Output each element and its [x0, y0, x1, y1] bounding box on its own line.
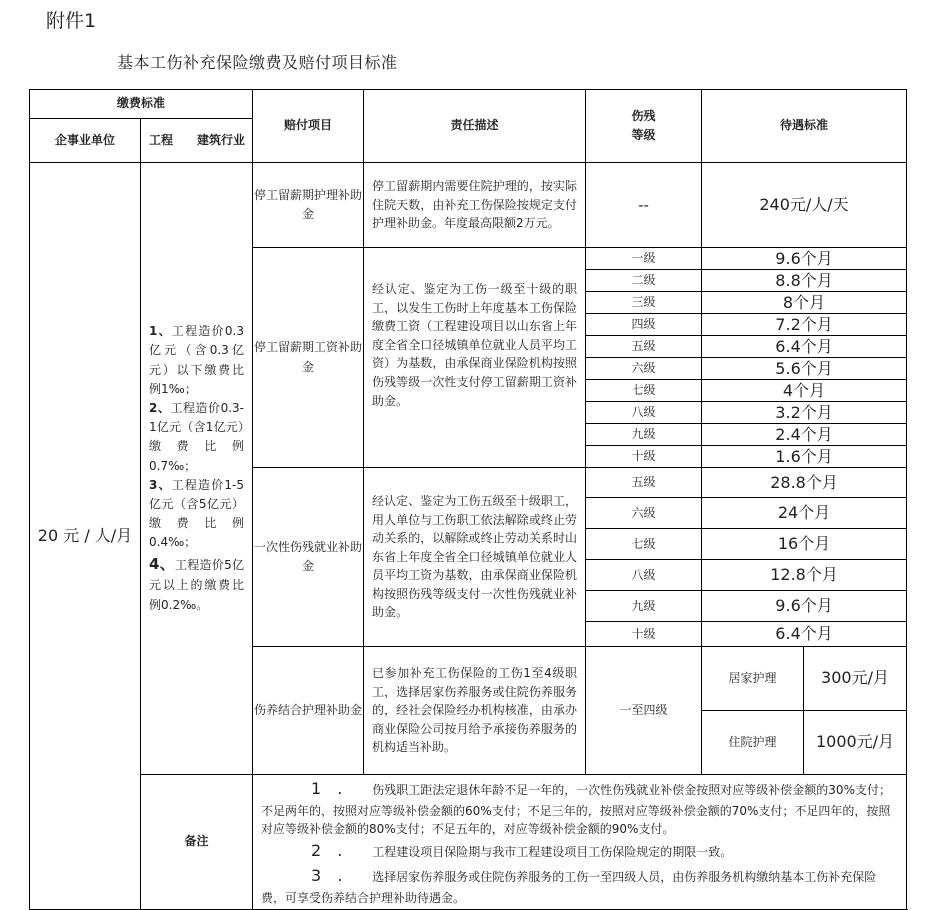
wage-benefit: 6.4个月	[702, 336, 907, 358]
benefit-header: 待遇标准	[702, 90, 907, 163]
grade-nursing: --	[586, 163, 702, 248]
grade-care: 一至四级	[586, 647, 702, 775]
rate-4: 4、工程造价5亿元以上的缴费比例0.2‰。	[149, 555, 245, 612]
wage-benefit: 3.2个月	[702, 402, 907, 424]
document-title: 基本工伤补充保险缴费及赔付项目标准	[117, 53, 398, 72]
employment-benefit: 6.4个月	[702, 622, 907, 647]
item-employment: 一次性伤残就业补助金	[253, 468, 364, 647]
wage-benefit: 7.2个月	[702, 314, 907, 336]
description-header: 责任描述	[364, 90, 586, 163]
wage-benefit: 2.4个月	[702, 424, 907, 446]
rate-1: 1、工程造价0.3亿元（含0.3亿元）以下缴费比例1‰；	[149, 324, 245, 396]
item-care: 伤养结合护理补助金	[253, 647, 364, 775]
employment-benefit: 12.8个月	[702, 560, 907, 591]
wage-benefit: 5.6个月	[702, 358, 907, 380]
employment-grade: 九级	[586, 591, 702, 622]
item-wage: 停工留薪期工资补助金	[253, 248, 364, 468]
grade-header	[586, 90, 702, 163]
item-nursing: 停工留薪期护理补助金	[253, 163, 364, 248]
wage-grade: 七级	[586, 380, 702, 402]
desc-wage: 经认定、鉴定为工伤一级至十级的职工，以发生工伤时上年度基本工伤保险缴费工资（工程建设项目以山东省上年度全省全口径城镇单位就业人员平均工资）为基数，由承保商业保险机构按照伤残等级一次性支付停工留薪期工资补助金。	[364, 248, 586, 468]
wage-benefit: 8个月	[702, 292, 907, 314]
hospital-care-label: 住院护理	[702, 711, 804, 775]
wage-benefit: 9.6个月	[702, 248, 907, 270]
rate-2: 2、工程造价0.3-1亿元（含1亿元）缴费比例0.7‰；	[149, 400, 245, 473]
wage-grade: 二级	[586, 270, 702, 292]
attachment-label: 附件1	[46, 10, 97, 32]
employment-grade: 五级	[586, 468, 702, 498]
employment-benefit: 24个月	[702, 498, 907, 529]
wage-grade: 九级	[586, 424, 702, 446]
employment-grade: 十级	[586, 622, 702, 647]
wage-grade: 五级	[586, 336, 702, 358]
wage-grade: 三级	[586, 292, 702, 314]
desc-nursing: 停工留薪期内需要住院护理的，按实际住院天数，由补充工伤保险按规定支付护理补助金。年度最高限额2万元。	[364, 163, 586, 248]
wage-grade: 四级	[586, 314, 702, 336]
employment-grade: 七级	[586, 529, 702, 560]
enterprise-header: 企事业单位	[30, 119, 141, 163]
note-1: 1 . 伤残职工距法定退休年龄不足一年的，一次性伤残就业补偿金按照对应等级补偿金额的30%支付；不足两年的，按照对应等级补偿金额的60%支付；不足三年的，按照对应等级补偿金额的70%支付；不足四年的，按照对应等级补偿金额的80%支付；不足五年的，对应等级补偿金额的90%支付。	[261, 779, 891, 837]
employment-grade: 六级	[586, 498, 702, 529]
home-care-value: 300元/月	[804, 647, 907, 711]
fee-standard-header: 缴费标准	[30, 90, 253, 119]
benefit-table	[29, 89, 907, 910]
rate-3: 3、工程造价1-5亿元（含5亿元）缴费比例0.4‰；	[149, 477, 245, 550]
desc-employment: 经认定、鉴定为工伤五级至十级职工，用人单位与工伤职工依法解除或终止劳动关系的，以解除或终止劳动关系时山东省上年度全省全口径城镇单位就业人员平均工资为基数，由承保商业保险机构按照伤残等级支付一次性伤残就业补助金。	[364, 468, 586, 647]
construction-header: 工程 建筑行业	[141, 119, 253, 163]
desc-care: 已参加补充工伤保险的工伤1至4级职工，选择居家伤养服务或住院伤养服务的，经社会保险经办机构核准，由承办商业保险公司按月给予承接伤养服务的机构适当补助。	[364, 647, 586, 775]
wage-benefit: 4个月	[702, 380, 907, 402]
enterprise-fee: 20 元 / 人/月	[30, 163, 141, 910]
wage-grade: 一级	[586, 248, 702, 270]
grade-header-text: 伤残等级	[631, 108, 656, 142]
employment-benefit: 16个月	[702, 529, 907, 560]
employment-benefit: 9.6个月	[702, 591, 907, 622]
construction-rates	[141, 163, 253, 775]
home-care-label: 居家护理	[702, 647, 804, 711]
hospital-care-value: 1000元/月	[804, 711, 907, 775]
note-2: 2 . 工程建设项目保险期与我市工程建设项目工伤保险规定的期限一致。	[311, 840, 733, 860]
notes-content	[253, 775, 907, 910]
wage-benefit: 8.8个月	[702, 270, 907, 292]
wage-grade: 六级	[586, 358, 702, 380]
wage-grade: 十级	[586, 446, 702, 468]
employment-grade: 八级	[586, 560, 702, 591]
wage-grade: 八级	[586, 402, 702, 424]
item-header: 赔付项目	[253, 90, 364, 163]
benefit-nursing: 240元/人/天	[702, 163, 907, 248]
note-3: 3 . 选择居家伤养服务或住院伤养服务的工伤一至四级人员，由伤养服务机构缴纳基本工伤补充保险费，可享受伤养结合护理补助待遇金。	[261, 865, 877, 905]
wage-benefit: 1.6个月	[702, 446, 907, 468]
notes-label: 备注	[141, 775, 253, 910]
employment-benefit: 28.8个月	[702, 468, 907, 498]
